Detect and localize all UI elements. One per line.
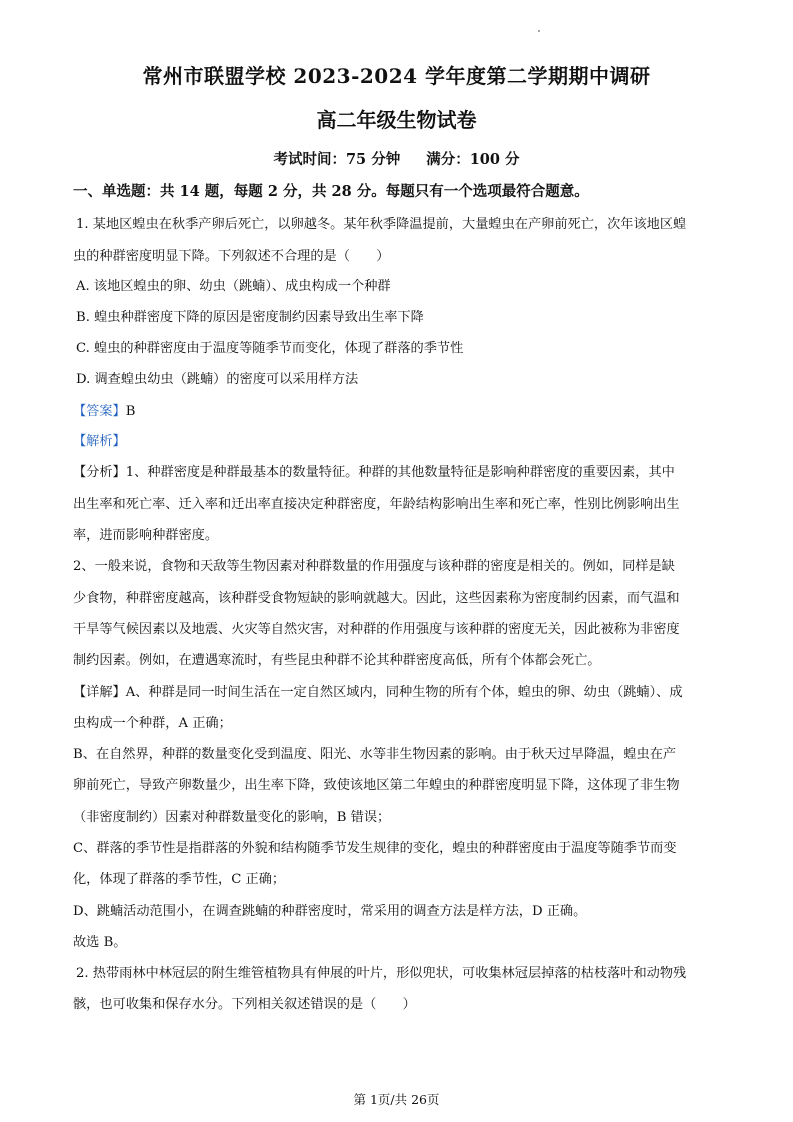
fenxi-line1: 【分析】1、种群密度是种群最基本的数量特征。种群的其他数量特征是影响种群密度的重要因素，其中 xyxy=(73,465,675,480)
q1-option-a: A. 该地区蝗虫的卵、幼虫（跳蝻）、成虫构成一个种群 xyxy=(76,279,391,294)
fenxi2-line2: 少食物，种群密度越高，该种群受食物短缺的影响就越大。因此，这些因素称为密度制约因素，而气温和 xyxy=(73,591,680,606)
fenxi-line3: 率，进而影响种群密度。 xyxy=(73,528,219,543)
full-score: 满分：100 分 xyxy=(426,151,520,168)
section-heading: 一、单选题：共 14 题，每题 2 分，共 28 分。每题只有一个选项最符合题意。 xyxy=(73,183,589,200)
xiangjie-b-line1: B、在自然界，种群的数量变化受到温度、阳光、水等非生物因素的影响。由于秋天过早降温，蝗虫在产 xyxy=(73,747,677,762)
fenxi2-line4: 制约因素。例如，在遭遇寒流时，有些昆虫种群不论其种群密度高低，所有个体都会死亡。 xyxy=(73,653,601,668)
q1-option-c: C. 蝗虫的种群密度由于温度等随季节而变化，体现了群落的季节性 xyxy=(76,341,464,356)
fenxi-line2: 出生率和死亡率、迁入率和迁出率直接决定种群密度，年龄结构影响出生率和死亡率，性别比例影响出生 xyxy=(73,497,680,512)
q1-stem-line2: 虫的种群密度明显下降。下列叙述不合理的是（ ） xyxy=(73,249,390,264)
q2-stem-line1: 2. 热带雨林中林冠层的附生维管植物具有伸展的叶片，形似兜状，可收集林冠层掉落的枯枝落叶和动物残 xyxy=(76,966,687,981)
page-footer: 第 1页/共 26页 xyxy=(353,1092,440,1107)
xiangjie-a-line1: 【详解】A、种群是同一时间生活在一定自然区域内，同种生物的所有个体，蝗虫的卵、幼虫（跳蝻）、成 xyxy=(73,685,683,700)
document-subtitle: 高二年级生物试卷 xyxy=(316,108,477,132)
xiangjie-d-line1: D、跳蝻活动范围小，在调查跳蝻的种群密度时，常采用的调查方法是样方法，D 正确。 xyxy=(73,904,587,919)
q1-option-b: B. 蝗虫种群密度下降的原因是密度制约因素导致出生率下降 xyxy=(76,310,424,325)
xiangjie-c-line1: C、群落的季节性是指群落的外貌和结构随季节发生规律的变化，蝗虫的种群密度由于温度等随季节而变 xyxy=(73,841,677,856)
q1-answer xyxy=(73,400,135,419)
conclusion: 故选 B。 xyxy=(73,935,127,950)
fenxi2-line3: 干旱等气候因素以及地震、火灾等自然灾害，对种群的作用强度与该种群的密度无关，因此被称为非密度 xyxy=(73,622,680,637)
xiangjie-c-line2: 化，体现了群落的季节性，C 正确； xyxy=(73,872,286,887)
xiangjie-a-line2: 虫构成一个种群，A 正确； xyxy=(73,716,232,731)
speck-mark xyxy=(538,30,540,32)
answer-tag: 【答案】 xyxy=(73,404,126,419)
q2-stem-line2: 骸，也可收集和保存水分。下列相关叙述错误的是（ ） xyxy=(73,997,416,1012)
xiangjie-b-line3: （非密度制约）因素对种群数量变化的影响，B 错误； xyxy=(73,810,391,825)
fenxi2-line1: 2、一般来说，食物和天敌等生物因素对种群数量的作用强度与该种群的密度是相关的。例如，同样是缺 xyxy=(73,559,675,574)
xiangjie-b-line2: 卵前死亡，导致产卵数量少，出生率下降，致使该地区第二年蝗虫的种群密度明显下降，这体现了非生物 xyxy=(73,778,680,793)
q1-stem-line1: 1. 某地区蝗虫在秋季产卵后死亡，以卵越冬。某年秋季降温提前，大量蝗虫在产卵前死亡，次年该地区蝗 xyxy=(76,217,687,232)
exam-time: 考试时间：75 分钟 xyxy=(273,151,401,168)
analysis-tag: 【解析】 xyxy=(73,434,126,449)
exam-meta xyxy=(0,148,793,169)
answer-value: B xyxy=(125,404,136,419)
xiangjie-tag: 【详解】 xyxy=(73,685,126,700)
document-title: 常州市联盟学校 2023-2024 学年度第二学期期中调研 xyxy=(142,64,651,88)
q1-option-d: D. 调查蝗虫幼虫（跳蝻）的密度可以采用样方法 xyxy=(76,372,359,387)
fenxi-tag: 【分析】 xyxy=(73,465,126,480)
